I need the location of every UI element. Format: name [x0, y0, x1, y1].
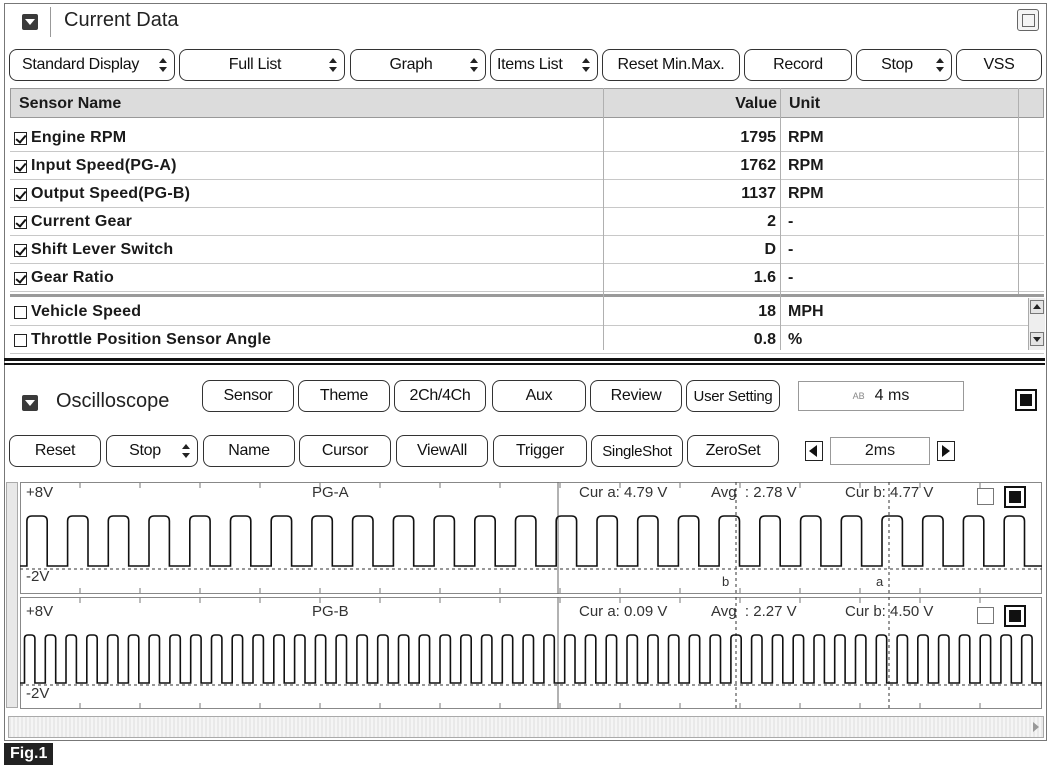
sensor-value: 1.6	[753, 269, 776, 286]
spinner-icon	[159, 58, 167, 72]
sensor-checkbox[interactable]	[14, 188, 27, 201]
sensor-name	[14, 241, 173, 259]
column-divider	[1018, 88, 1019, 294]
table-row[interactable]	[10, 298, 1044, 326]
sensor-value: 18	[758, 303, 776, 320]
sensor-unit: RPM	[788, 129, 824, 146]
scroll-right-icon[interactable]	[1033, 722, 1039, 732]
sensor-name	[14, 331, 271, 349]
user-setting-button[interactable]: User Setting	[686, 380, 780, 412]
reset-button[interactable]: Reset	[9, 435, 101, 467]
column-sensor-name[interactable]: Sensor Name	[19, 95, 122, 112]
scope-horizontal-scrollbar[interactable]	[8, 716, 1044, 738]
group-divider	[10, 294, 1044, 297]
cursor-a-marker[interactable]: a	[876, 574, 884, 589]
sensor-name-text: Shift Lever Switch	[31, 241, 174, 258]
sensor-unit: %	[788, 331, 803, 348]
sensor-name-text: Gear Ratio	[31, 269, 114, 286]
full-list-label: Full List	[228, 56, 282, 73]
channel-mode-button[interactable]: 2Ch/4Ch	[394, 380, 486, 412]
maximize-icon[interactable]	[1017, 9, 1039, 31]
sensor-name-text: Throttle Position Sensor Angle	[31, 331, 272, 348]
sensor-name	[14, 269, 114, 287]
cursor-a-readout: Cur a: 0.09 V	[579, 603, 668, 620]
sensor-name-text: Vehicle Speed	[31, 303, 142, 320]
vmax-label: +8V	[26, 603, 54, 620]
channel-name: PG-B	[312, 603, 349, 620]
channel-name: PG-A	[312, 484, 349, 501]
channel-pg-b	[20, 597, 1042, 709]
oscilloscope-collapse-icon[interactable]	[22, 395, 38, 411]
sensor-unit: -	[788, 213, 794, 230]
zero-set-button[interactable]: ZeroSet	[687, 435, 779, 467]
vss-button[interactable]: VSS	[956, 49, 1042, 81]
scroll-up-icon[interactable]	[1030, 300, 1044, 314]
channel-stop-icon[interactable]	[1004, 605, 1026, 627]
sensor-name-text: Input Speed(PG-A)	[31, 157, 177, 174]
table-row[interactable]	[10, 208, 1044, 236]
single-shot-button[interactable]: SingleShot	[591, 435, 683, 467]
sensor-name	[14, 129, 126, 147]
table-row[interactable]	[10, 180, 1044, 208]
standard-display-label: Standard Display	[22, 56, 140, 73]
name-button[interactable]: Name	[203, 435, 295, 467]
vmax-label: +8V	[26, 484, 54, 501]
channel-option-checkbox[interactable]	[977, 607, 994, 624]
table-row[interactable]	[10, 326, 1044, 354]
graph-label: Graph	[389, 56, 433, 73]
title-divider	[50, 7, 51, 37]
sensor-value: 1795	[740, 129, 776, 146]
spinner-icon	[936, 58, 944, 72]
ab-icon: AB	[852, 390, 865, 401]
cursor-b-readout: Cur b: 4.50 V	[845, 603, 934, 620]
items-list-label: Items List	[497, 56, 563, 73]
theme-button[interactable]: Theme	[298, 380, 390, 412]
sensor-unit: -	[788, 241, 794, 258]
sensor-value: 0.8	[753, 331, 776, 348]
time-readout	[798, 381, 964, 411]
vmin-label: -2V	[26, 685, 50, 702]
record-stop-icon[interactable]	[1015, 389, 1037, 411]
sensor-checkbox[interactable]	[14, 132, 27, 145]
column-divider	[780, 88, 781, 350]
stop-label: Stop	[881, 56, 913, 73]
timebase-field[interactable]: 2ms	[830, 437, 930, 465]
sensor-checkbox[interactable]	[14, 272, 27, 285]
record-button[interactable]: Record	[744, 49, 852, 81]
panel-divider	[4, 363, 1045, 365]
sensor-value: 2	[767, 213, 776, 230]
spinner-icon	[329, 58, 337, 72]
sensor-name	[14, 185, 190, 203]
sensor-unit: RPM	[788, 185, 824, 202]
sensor-name-text: Current Gear	[31, 213, 133, 230]
sensor-checkbox[interactable]	[14, 306, 27, 319]
cursor-button[interactable]: Cursor	[299, 435, 391, 467]
channel-option-checkbox[interactable]	[977, 488, 994, 505]
table-row[interactable]	[10, 236, 1044, 264]
cursor-b-readout: Cur b: 4.77 V	[845, 484, 934, 501]
trigger-button[interactable]: Trigger	[493, 435, 587, 467]
scroll-down-icon[interactable]	[1030, 332, 1044, 346]
scope-stop-select[interactable]	[106, 435, 198, 467]
table-row[interactable]	[10, 264, 1044, 292]
aux-button[interactable]: Aux	[492, 380, 586, 412]
average-readout: Avg : 2.78 V	[711, 484, 797, 501]
sensor-checkbox[interactable]	[14, 334, 27, 347]
sensor-unit: -	[788, 269, 794, 286]
sensor-value: 1762	[740, 157, 776, 174]
sensor-checkbox[interactable]	[14, 216, 27, 229]
table-row[interactable]	[10, 124, 1044, 152]
spinner-icon	[182, 444, 190, 458]
table-row[interactable]	[10, 152, 1044, 180]
scope-stop-label: Stop	[129, 442, 161, 459]
sensor-unit: RPM	[788, 157, 824, 174]
sensor-value: D	[764, 241, 776, 258]
channel-pg-a	[20, 482, 1042, 594]
cursor-a-readout: Cur a: 4.79 V	[579, 484, 668, 501]
oscilloscope-title: Oscilloscope	[56, 390, 170, 412]
average-readout: Avg : 2.27 V	[711, 603, 797, 620]
timebase-increase-icon[interactable]	[937, 441, 955, 461]
spinner-icon	[582, 58, 590, 72]
sensor-unit: MPH	[788, 303, 824, 320]
sensor-checkbox[interactable]	[14, 160, 27, 173]
time-readout-value: 4 ms	[874, 387, 910, 404]
stop-select[interactable]	[856, 49, 952, 81]
standard-display-select[interactable]	[9, 49, 175, 81]
sensor-name-text: Output Speed(PG-B)	[31, 185, 191, 202]
vmin-label: -2V	[26, 568, 50, 585]
waveform-trace	[20, 516, 1042, 566]
collapse-icon[interactable]	[22, 14, 38, 30]
column-divider	[603, 88, 604, 350]
sensor-name	[14, 213, 132, 231]
current-data-title: Current Data	[64, 9, 179, 31]
column-value[interactable]: Value	[735, 95, 777, 112]
sensor-name	[14, 303, 141, 321]
table-header	[10, 88, 1044, 118]
graph-select[interactable]	[350, 49, 486, 81]
full-list-select[interactable]	[179, 49, 345, 81]
channel-panel-handle[interactable]	[6, 482, 18, 708]
sensor-name	[14, 157, 177, 175]
items-list-select[interactable]	[490, 49, 598, 81]
spinner-icon	[470, 58, 478, 72]
timebase-decrease-icon[interactable]	[805, 441, 823, 461]
review-button[interactable]: Review	[590, 380, 682, 412]
figure-label: Fig.1	[4, 743, 53, 765]
cursor-b-marker[interactable]: b	[722, 574, 730, 589]
view-all-button[interactable]: ViewAll	[396, 435, 488, 467]
reset-min-max-button[interactable]: Reset Min.Max.	[602, 49, 740, 81]
sensor-value: 1137	[741, 185, 776, 202]
sensor-checkbox[interactable]	[14, 244, 27, 257]
panel-divider	[4, 358, 1045, 361]
sensor-button[interactable]: Sensor	[202, 380, 294, 412]
current-data-header	[4, 3, 1045, 41]
channel-stop-icon[interactable]	[1004, 486, 1026, 508]
column-unit[interactable]: Unit	[789, 95, 821, 112]
sensor-name-text: Engine RPM	[31, 129, 127, 146]
table-scrollbar[interactable]	[1028, 298, 1045, 350]
